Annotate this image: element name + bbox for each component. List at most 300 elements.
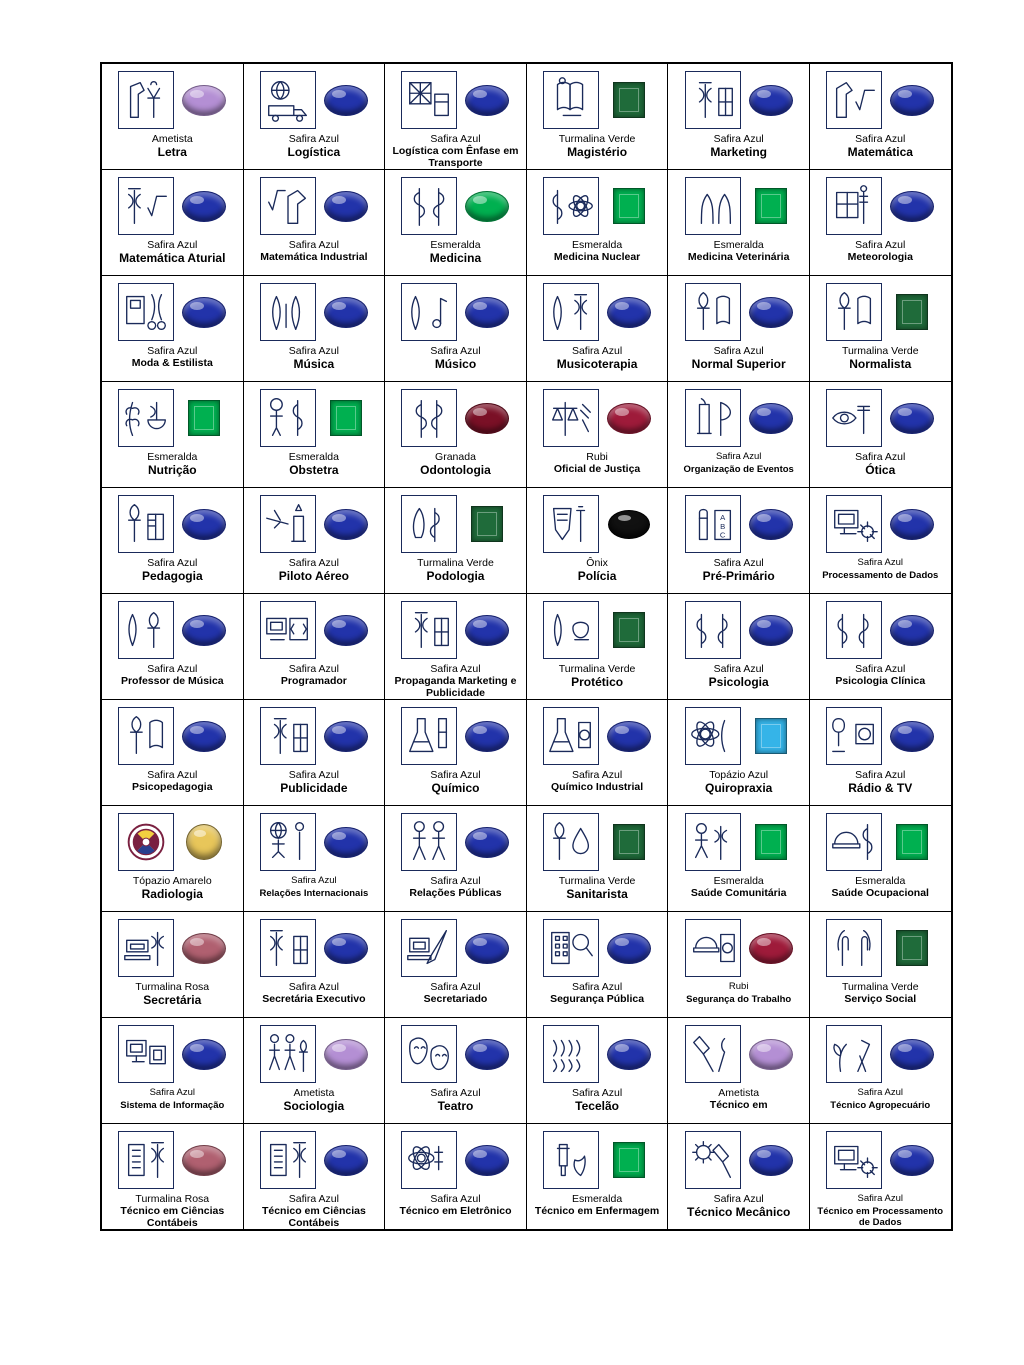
course-label: Saúde Ocupacional	[831, 887, 929, 899]
gem-label: Safira Azul	[713, 663, 764, 675]
course-entry	[244, 382, 385, 487]
gem-label: Turmalina Rosa	[135, 1193, 210, 1205]
gem-label: Safira Azul	[288, 557, 339, 569]
course-cell	[101, 170, 243, 276]
ledger-caduceus-icon	[118, 1131, 174, 1189]
flask-retort-icon	[401, 707, 457, 765]
icon-row	[260, 599, 368, 661]
icon-row	[260, 1023, 368, 1085]
course-cell	[526, 63, 668, 170]
torch-book-icon	[685, 283, 741, 341]
course-cell	[526, 382, 668, 488]
course-cell	[385, 170, 527, 276]
gemstone-icon	[749, 614, 793, 646]
course-entry	[668, 806, 809, 911]
course-entry	[244, 806, 385, 911]
gem-label: Ametista	[293, 1087, 335, 1099]
gem-label: Topázio Azul	[709, 769, 769, 781]
course-entry	[385, 64, 526, 169]
course-cell	[809, 1124, 951, 1231]
course-cell	[668, 170, 810, 276]
torch-book-icon	[118, 707, 174, 765]
gem-label: Turmalina Verde	[558, 133, 636, 145]
gemstone-icon	[465, 508, 509, 540]
course-label: Quiropraxia	[704, 781, 773, 795]
course-label: Tecelão	[575, 1099, 619, 1113]
table-row	[101, 806, 952, 912]
lyre-notes-icon	[401, 283, 457, 341]
course-label: Técnico em Ciências Contábeis	[120, 1205, 225, 1229]
icon-row	[260, 175, 368, 237]
gemstone-icon	[749, 1144, 793, 1176]
course-entry	[385, 382, 526, 487]
psi-snake-icon	[685, 601, 741, 659]
gemstone-icon	[324, 720, 368, 752]
gemstone-icon	[182, 190, 226, 222]
icon-row	[826, 387, 934, 449]
course-entry	[668, 1018, 809, 1123]
course-cell	[526, 170, 668, 276]
course-entry	[527, 64, 668, 169]
gem-label: Turmalina Rosa	[135, 981, 210, 993]
course-entry	[668, 1124, 809, 1229]
course-entry	[244, 1124, 385, 1229]
gem-label: Rubi	[586, 451, 608, 463]
gemstone-icon	[465, 932, 509, 964]
gem-label: Granada	[435, 451, 476, 463]
course-entry	[527, 170, 668, 275]
abc-blocks-icon	[685, 495, 741, 553]
gem-label: Ametista	[151, 133, 193, 145]
gem-label: Safira Azul	[713, 1193, 764, 1205]
tooth-mold-icon	[543, 601, 599, 659]
icon-row	[685, 387, 793, 449]
course-label: Professor de Música	[120, 675, 224, 687]
gem-label: Turmalina Verde	[558, 875, 636, 887]
gem-label: Safira Azul	[430, 769, 481, 781]
course-cell	[668, 806, 810, 912]
course-label: Matemática	[847, 145, 913, 159]
icon-row	[260, 811, 368, 873]
course-entry	[668, 64, 809, 169]
course-entry	[668, 276, 809, 381]
course-cell	[668, 912, 810, 1018]
icon-row	[685, 917, 793, 979]
icon-row	[401, 1023, 509, 1085]
gemstone-icon	[749, 190, 793, 222]
icon-row	[826, 493, 934, 555]
gem-label: Turmalina Verde	[841, 345, 919, 357]
icon-row	[543, 387, 651, 449]
icon-row	[543, 1129, 651, 1191]
course-label: Químico Industrial	[550, 781, 644, 793]
gemstone-icon	[182, 402, 226, 434]
icon-row	[685, 175, 793, 237]
two-figures-icon	[401, 813, 457, 871]
course-entry	[385, 1018, 526, 1123]
gem-label: Safira Azul	[288, 345, 339, 357]
course-entry	[810, 276, 951, 381]
course-cell	[526, 488, 668, 594]
gemstone-icon	[324, 508, 368, 540]
course-label: Magistério	[567, 145, 628, 159]
plant-tools-icon	[826, 1025, 882, 1083]
course-entry	[527, 382, 668, 487]
eye-lens-icon	[826, 389, 882, 447]
icon-row	[543, 705, 651, 767]
course-cell	[243, 276, 385, 382]
flask-gear-icon	[543, 707, 599, 765]
course-cell	[385, 700, 527, 806]
gem-label: Turmalina Verde	[558, 663, 636, 675]
gemstone-icon	[465, 1144, 509, 1176]
icon-row	[543, 811, 651, 873]
icon-row	[543, 281, 651, 343]
gem-label: Safira Azul	[288, 239, 339, 251]
gem-label: Safira Azul	[430, 345, 481, 357]
gemstone-icon	[607, 84, 651, 116]
course-cell	[243, 63, 385, 170]
foot-snake-icon	[401, 495, 457, 553]
lyre-icon	[260, 283, 316, 341]
course-cell	[385, 1018, 527, 1124]
gemstone-icon	[182, 826, 226, 858]
gemstone-icon	[324, 190, 368, 222]
icon-row	[826, 811, 934, 873]
gem-label: Safira Azul	[855, 663, 906, 675]
torch-open-book-icon	[118, 495, 174, 553]
gem-label: Safira Azul	[430, 981, 481, 993]
icon-row	[543, 599, 651, 661]
course-cell	[809, 700, 951, 806]
course-label: Técnico em	[709, 1099, 768, 1111]
gem-label: Safira Azul	[147, 345, 198, 357]
course-entry	[668, 700, 809, 805]
gemstone-icon	[749, 296, 793, 328]
gemstone-icon	[324, 296, 368, 328]
course-entry	[810, 64, 951, 169]
course-label: Técnico em Eletrônico	[399, 1205, 512, 1217]
course-label: Matemática Industrial	[260, 251, 368, 263]
gemstone-icon	[890, 508, 934, 540]
course-label: Meteorologia	[847, 251, 913, 263]
icon-row	[826, 705, 934, 767]
course-cell	[526, 700, 668, 806]
gem-label: Safira Azul	[571, 345, 623, 357]
course-label: Propaganda Marketing e Publicidade	[394, 675, 517, 699]
gemstone-icon	[749, 84, 793, 116]
course-entry	[810, 382, 951, 487]
bird-sqrt-icon	[826, 71, 882, 129]
course-entry	[385, 488, 526, 593]
course-cell	[101, 1124, 243, 1231]
course-cell	[668, 488, 810, 594]
icon-row	[118, 917, 226, 979]
cargo-net-icon	[401, 71, 457, 129]
gemstone-icon	[890, 614, 934, 646]
course-entry	[385, 806, 526, 911]
tooth-snake-icon	[401, 389, 457, 447]
cloud-instrument-icon	[826, 177, 882, 235]
hands-people-icon	[826, 919, 882, 977]
course-cell	[101, 63, 243, 170]
course-entry	[102, 700, 243, 805]
helmet-snake-icon	[826, 813, 882, 871]
course-entry	[668, 382, 809, 487]
icon-row	[118, 175, 226, 237]
gem-label: Safira Azul	[147, 557, 198, 569]
course-entry	[385, 170, 526, 275]
course-entry	[810, 700, 951, 805]
gemstone-icon	[749, 826, 793, 858]
course-cell	[243, 1018, 385, 1124]
sqrt-gear-icon	[260, 177, 316, 235]
course-label: Músico	[434, 357, 477, 371]
gem-label: Safira Azul	[288, 769, 339, 781]
snake-atom-icon	[543, 177, 599, 235]
airplane-tower-icon	[260, 495, 316, 553]
loom-icon	[543, 1025, 599, 1083]
course-cell	[385, 912, 527, 1018]
gemstone-icon	[465, 826, 509, 858]
icon-row	[118, 493, 226, 555]
course-entry	[527, 806, 668, 911]
table-row	[101, 488, 952, 594]
course-cell	[243, 912, 385, 1018]
gem-label: Safira Azul	[147, 769, 198, 781]
course-label: Serviço Social	[844, 993, 917, 1005]
course-cell	[809, 382, 951, 488]
gemstone-icon	[749, 508, 793, 540]
course-cell	[385, 594, 527, 700]
icon-row	[260, 705, 368, 767]
icon-row	[260, 281, 368, 343]
course-cell	[526, 1124, 668, 1231]
gem-label: Safira Azul	[713, 133, 764, 145]
gem-label: Tópazio Amarelo	[132, 875, 212, 887]
icon-row	[826, 175, 934, 237]
course-cell	[668, 700, 810, 806]
gemstone-icon	[182, 296, 226, 328]
course-label: Técnico em Enfermagem	[534, 1205, 660, 1217]
icon-row	[118, 811, 226, 873]
course-label: Processamento de Dados	[822, 570, 939, 581]
course-label: Sanitarista	[566, 887, 628, 901]
gemstone-icon	[324, 1038, 368, 1070]
course-entry	[102, 170, 243, 275]
icon-row	[826, 917, 934, 979]
table-row	[101, 276, 952, 382]
course-label: Teatro	[437, 1099, 474, 1113]
course-label: Matemática Aturial	[119, 251, 226, 265]
course-label: Medicina Veterinária	[687, 251, 790, 263]
atom-circuit-icon	[401, 1131, 457, 1189]
gemstone-icon	[324, 932, 368, 964]
torch-drop-icon	[543, 813, 599, 871]
svg-text:B: B	[719, 521, 725, 531]
caduceus-sqrt-icon	[118, 177, 174, 235]
course-cell	[101, 594, 243, 700]
course-label: Marketing	[710, 145, 768, 159]
caduceus-pen-icon	[260, 919, 316, 977]
gemstone-icon	[182, 1144, 226, 1176]
typewriter-pen-icon	[401, 919, 457, 977]
spine-atom-icon	[685, 707, 741, 765]
gemstone-icon	[182, 932, 226, 964]
icon-row	[118, 1129, 226, 1191]
gemstone-icon	[324, 1144, 368, 1176]
gemstone-icon	[749, 402, 793, 434]
icon-row	[260, 917, 368, 979]
table-row	[101, 594, 952, 700]
gemstone-icon	[465, 614, 509, 646]
course-cell	[243, 382, 385, 488]
course-cell	[101, 276, 243, 382]
course-cell	[101, 806, 243, 912]
icon-row	[685, 1023, 793, 1085]
icon-row	[685, 705, 793, 767]
course-entry	[385, 700, 526, 805]
course-entry	[102, 1018, 243, 1123]
course-cell	[809, 276, 951, 382]
course-label: Segurança Pública	[550, 993, 645, 1005]
computer-gear-icon	[826, 1131, 882, 1189]
typewriter-icon	[118, 919, 174, 977]
computer-screen-icon	[118, 1025, 174, 1083]
icon-row	[685, 1129, 793, 1191]
gemstone-icon	[465, 1038, 509, 1070]
gem-label: Ametista	[718, 1087, 760, 1099]
svg-text:C: C	[719, 530, 726, 540]
course-cell	[101, 700, 243, 806]
course-entry	[527, 594, 668, 699]
course-entry	[527, 1124, 668, 1229]
gem-label: Safira Azul	[430, 133, 481, 145]
course-label: Letra	[157, 145, 187, 159]
gemstone-icon	[890, 826, 934, 858]
icon-row	[401, 281, 509, 343]
gemstone-icon	[607, 614, 651, 646]
icon-row	[543, 69, 651, 131]
gemstone-icon	[890, 296, 934, 328]
course-label: Pré-Primário	[702, 569, 775, 583]
svg-text:A: A	[719, 513, 725, 523]
course-label: Pedagogia	[141, 569, 203, 583]
course-entry	[385, 1124, 526, 1229]
gem-label: Esmeralda	[571, 239, 623, 251]
gem-label: Safira Azul	[147, 663, 198, 675]
course-entry	[244, 1018, 385, 1123]
course-cell	[526, 806, 668, 912]
course-cell	[526, 1018, 668, 1124]
gemstone-icon	[182, 508, 226, 540]
course-label: Químico	[431, 781, 480, 795]
gem-label: Esmeralda	[571, 1193, 623, 1205]
course-label: Música	[293, 357, 335, 371]
course-entry	[810, 594, 951, 699]
course-cell	[526, 276, 668, 382]
icon-row	[118, 705, 226, 767]
course-entry	[385, 594, 526, 699]
course-label: Relações Públicas	[409, 887, 502, 899]
course-label: Técnico em Ciências Contábeis	[261, 1205, 366, 1229]
course-cell	[809, 912, 951, 1018]
course-cell	[385, 382, 527, 488]
table-row	[101, 1124, 952, 1231]
gem-label: Safira Azul	[288, 133, 339, 145]
gem-label: Safira Azul	[288, 981, 339, 993]
course-cell	[243, 488, 385, 594]
course-label: Nutrição	[147, 463, 197, 477]
course-label: Psicologia Clínica	[835, 675, 926, 687]
icon-row	[401, 493, 509, 555]
courses-gems-table	[100, 62, 953, 1231]
course-entry	[527, 1018, 668, 1123]
course-cell	[385, 63, 527, 170]
gemstone-icon	[465, 296, 509, 328]
gemstone-icon	[324, 614, 368, 646]
gem-label: Safira Azul	[855, 451, 906, 463]
course-entry	[810, 170, 951, 275]
course-cell	[101, 488, 243, 594]
icon-row	[401, 917, 509, 979]
gemstone-icon	[890, 720, 934, 752]
course-cell	[668, 63, 810, 170]
icon-row	[685, 69, 793, 131]
icon-row	[118, 599, 226, 661]
course-entry	[102, 594, 243, 699]
course-cell	[809, 488, 951, 594]
gemstone-icon	[182, 1038, 226, 1070]
course-entry	[102, 912, 243, 1017]
icon-row	[118, 387, 226, 449]
course-label: Logística	[287, 145, 341, 159]
course-cell	[809, 806, 951, 912]
lyre-caduceus-icon	[543, 283, 599, 341]
gem-label: Ônix	[586, 557, 608, 569]
course-cell	[101, 912, 243, 1018]
course-cell	[809, 170, 951, 276]
icon-row	[401, 69, 509, 131]
icon-row	[260, 387, 368, 449]
course-cell	[526, 912, 668, 1018]
course-label: Sociologia	[283, 1099, 345, 1113]
gem-label: Safira Azul	[857, 1087, 903, 1098]
course-entry	[244, 170, 385, 275]
course-cell	[809, 594, 951, 700]
course-entry	[102, 806, 243, 911]
gemstone-icon	[607, 720, 651, 752]
course-entry	[102, 64, 243, 169]
course-label: Musicoterapia	[556, 357, 638, 371]
course-entry	[244, 64, 385, 169]
course-entry	[527, 912, 668, 1017]
gemstone-icon	[465, 402, 509, 434]
course-label: Rádio & TV	[848, 781, 913, 795]
icon-row	[685, 281, 793, 343]
gem-label: Safira Azul	[713, 557, 764, 569]
course-label: Psicologia	[708, 675, 769, 689]
table-row	[101, 170, 952, 276]
course-cell	[809, 63, 951, 170]
course-cell	[385, 276, 527, 382]
course-cell	[385, 1124, 527, 1231]
globe-figure-icon	[260, 813, 316, 871]
course-entry	[244, 700, 385, 805]
course-entry	[527, 700, 668, 805]
gem-label: Rubi	[728, 981, 749, 992]
course-label: Secretária Executivo	[262, 993, 366, 1005]
